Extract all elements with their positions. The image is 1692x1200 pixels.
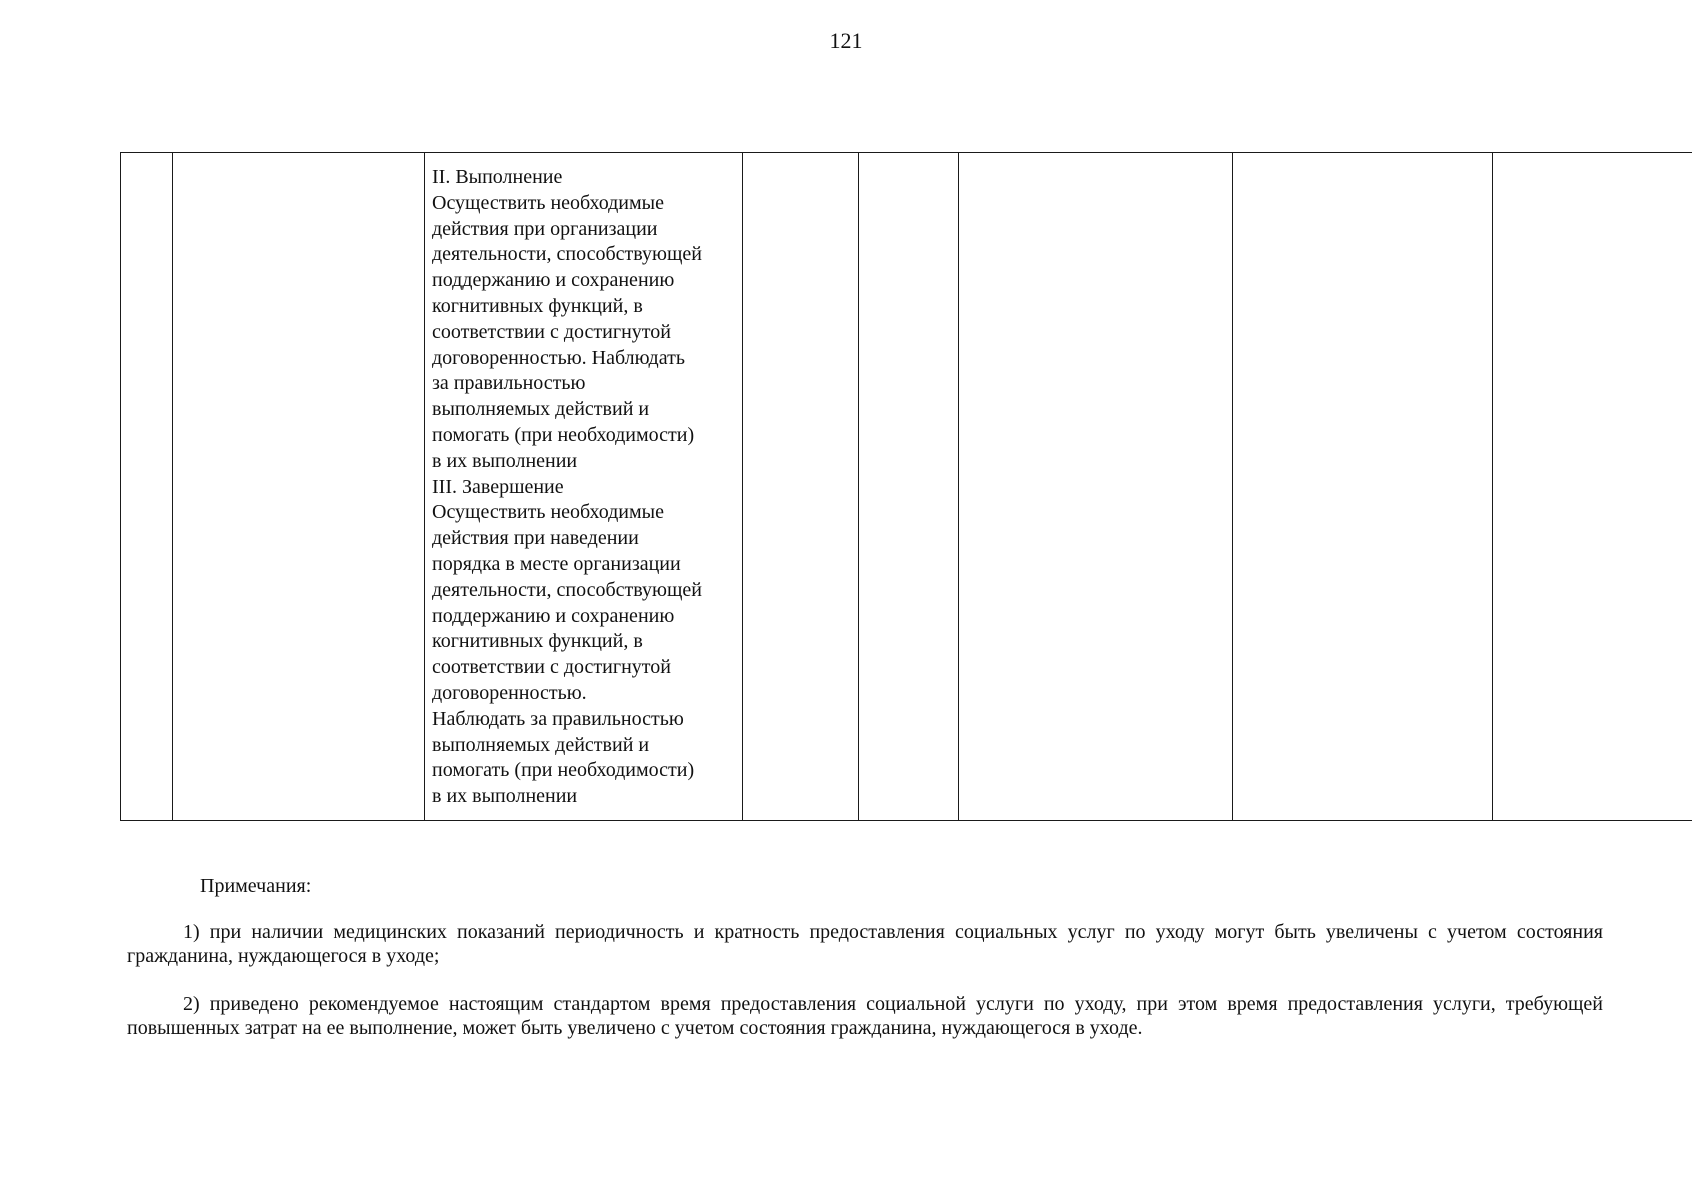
procedure-line: помогать (при необходимости): [432, 759, 695, 782]
procedure-line: действия при организации: [432, 217, 658, 240]
procedure-line: соответствии с достигнутой: [432, 656, 671, 679]
procedure-line: договоренностью.: [432, 681, 587, 704]
procedure-line: когнитивных функций, в: [432, 630, 643, 653]
table-cell-2: [173, 153, 425, 821]
procedure-line: деятельности, способствующей: [432, 578, 702, 601]
procedure-line: Наблюдать за правильностью: [432, 707, 684, 730]
procedure-line: выполняемых действий и: [432, 398, 650, 421]
note-item: 2) приведено рекомендуемое настоящим стандартом время предоставления социальной услуги по уходу, при этом время предоставления услуги, требующей повышенных затрат на ее выполнение, может быть увеличено с учетом состояния гражданина, нуждающегося в уходе.: [127, 993, 1603, 1039]
procedure-line: действия при наведении: [432, 527, 639, 550]
procedure-line: за правильностью: [432, 372, 586, 395]
table-cell-4: [743, 153, 859, 821]
table-cell-5: [859, 153, 959, 821]
table-cell-procedure: [425, 153, 743, 821]
procedure-text: [425, 153, 742, 820]
procedure-line: Осуществить необходимые: [432, 191, 664, 214]
note-item: 1) при наличии медицинских показаний периодичность и кратность предоставления социальных услуг по уходу могут быть увеличены с учетом состояния гражданина, нуждающегося в уходе;: [127, 921, 1603, 967]
procedure-line: III. Завершение: [432, 475, 564, 498]
procedure-line: поддержанию и сохранению: [432, 604, 675, 627]
procedure-line: выполняемых действий и: [432, 733, 650, 756]
table-row: [121, 153, 1692, 821]
procedure-line: II. Выполнение: [432, 166, 563, 188]
procedure-line: поддержанию и сохранению: [432, 269, 675, 292]
procedure-line: договоренностью. Наблюдать: [432, 346, 685, 369]
table-cell-1: [121, 153, 173, 821]
procedure-line: деятельности, способствующей: [432, 243, 702, 266]
procedure-line: помогать (при необходимости): [432, 423, 695, 446]
procedure-line: в их выполнении: [432, 449, 578, 472]
table-cell-7: [1233, 153, 1493, 821]
procedure-line: когнитивных функций, в: [432, 294, 643, 317]
notes-heading: Примечания:: [200, 875, 312, 897]
table-cell-8: [1493, 153, 1692, 821]
procedure-line: соответствии с достигнутой: [432, 320, 671, 343]
table-cell-6: [959, 153, 1233, 821]
procedure-line: Осуществить необходимые: [432, 501, 664, 524]
page-number: 121: [829, 28, 863, 53]
standard-table: [120, 152, 1692, 821]
procedure-line: в их выполнении: [432, 785, 578, 808]
procedure-line: порядка в месте организации: [432, 552, 681, 575]
